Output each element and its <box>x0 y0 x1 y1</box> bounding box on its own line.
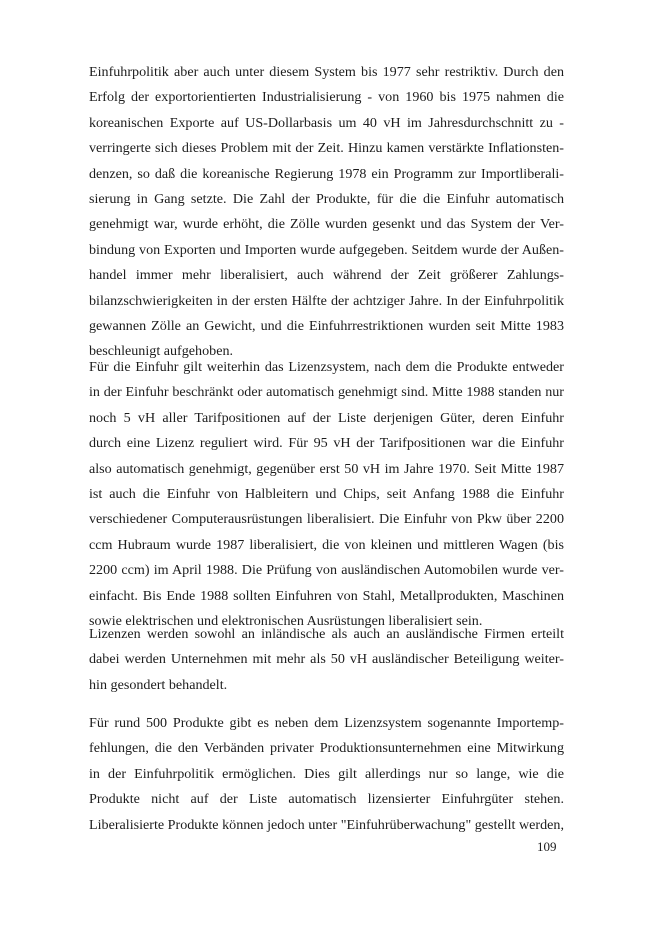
text-line: Liberalisierte Produkte können jedoch unter "Einfuhrüberwachung" gestellt werden, <box>89 816 564 833</box>
text-line: dabei werden Unternehmen mit mehr als 50 vH ausländischer Beteiligung weiter- <box>89 651 564 668</box>
text-line: Produkte nicht auf der Liste automatisch lizensierter Einfuhrgüter stehen. <box>89 791 564 808</box>
text-line: in der Einfuhrpolitik ermöglichen. Dies gilt allerdings nur so lange, wie die <box>89 765 564 782</box>
text-line: sowie elektrischen und elektronischen Ausrüstungen liberalisiert sein. <box>89 612 483 629</box>
paragraph-import-recommendations <box>89 711 564 838</box>
text-line: verringerte sich dieses Problem mit der Zeit. Hinzu kamen verstärkte Inflationsten- <box>89 140 564 157</box>
text-line: Einfuhrpolitik aber auch unter diesem System bis 1977 sehr restriktiv. Durch den <box>89 64 564 80</box>
text-line: beschleunigt aufgehoben. <box>89 343 234 360</box>
text-line: 2200 ccm) im April 1988. Die Prüfung von ausländischen Automobilen wurde ver- <box>89 562 564 579</box>
text-line: Lizenzen werden sowohl an inländische als auch an ausländische Firmen erteilt <box>89 626 564 642</box>
page-number: 109 <box>537 839 557 854</box>
text-line: verschiedener Computerausrüstungen liberalisiert. Die Einfuhr von Pkw über 2200 <box>89 511 564 528</box>
text-line: handel immer mehr liberalisiert, auch während der Zeit größerer Zahlungs- <box>89 267 564 284</box>
text-line: hin gesondert behandelt. <box>89 676 228 693</box>
text-line: durch eine Lizenz reguliert wird. Für 95 vH der Tarifpositionen war die Einfuhr <box>89 435 564 452</box>
text-line: bilanzschwierigkeiten in der ersten Hälfte der achtziger Jahre. In der Einfuhrpolitik <box>89 292 564 309</box>
text-line: noch 5 vH aller Tarifpositionen auf der Liste derjenigen Güter, deren Einfuhr <box>89 409 564 426</box>
text-line: Erfolg der exportorientierten Industrialisierung - von 1960 bis 1975 nahmen die <box>89 89 564 106</box>
text-line: koreanischen Exporte auf US-Dollarbasis um 40 vH im Jahresdurchschnitt zu - <box>89 114 564 131</box>
text-line: denzen, so daß die koreanische Regierung 1978 ein Programm zur Importliberali- <box>89 165 564 182</box>
text-line: sierung in Gang setzte. Die Zahl der Produkte, für die die Einfuhr automatisch <box>89 190 564 207</box>
text-line: fehlungen, die den Verbänden privater Produktionsunternehmen eine Mitwirkung <box>89 740 564 757</box>
text-line: genehmigt war, wurde erhöht, die Zölle wurden gesenkt und das System der Ver- <box>89 216 564 233</box>
text-line: also automatisch genehmigt, gegenüber erst 50 vH im Jahre 1970. Seit Mitte 1987 <box>89 460 564 477</box>
text-line: Für die Einfuhr gilt weiterhin das Lizenzsystem, nach dem die Produkte entweder <box>89 359 564 375</box>
text-line: Für rund 500 Produkte gibt es neben dem Lizenzsystem sogenannte Importemp- <box>89 715 564 731</box>
paragraph-licenses-firms <box>89 622 564 698</box>
text-line: bindung von Exporten und Importen wurde aufgegeben. Seitdem wurde der Außen- <box>89 241 564 258</box>
text-line: ccm Hubraum wurde 1987 liberalisiert, die von kleinen und mittleren Wagen (bis <box>89 536 564 553</box>
text-line: einfacht. Bis Ende 1988 sollten Einfuhren von Stahl, Metallprodukten, Maschinen <box>89 587 564 604</box>
paragraph-import-policy-history <box>89 60 564 365</box>
text-line: gewannen Zölle an Gewicht, und die Einfuhrrestriktionen wurden seit Mitte 1983 <box>89 317 564 334</box>
paragraph-license-system <box>89 355 564 634</box>
text-line: in der Einfuhr beschränkt oder automatisch genehmigt sind. Mitte 1988 standen nur <box>89 384 564 401</box>
text-line: ist auch die Einfuhr von Halbleitern und Chips, seit Anfang 1988 die Einfuhr <box>89 485 564 502</box>
